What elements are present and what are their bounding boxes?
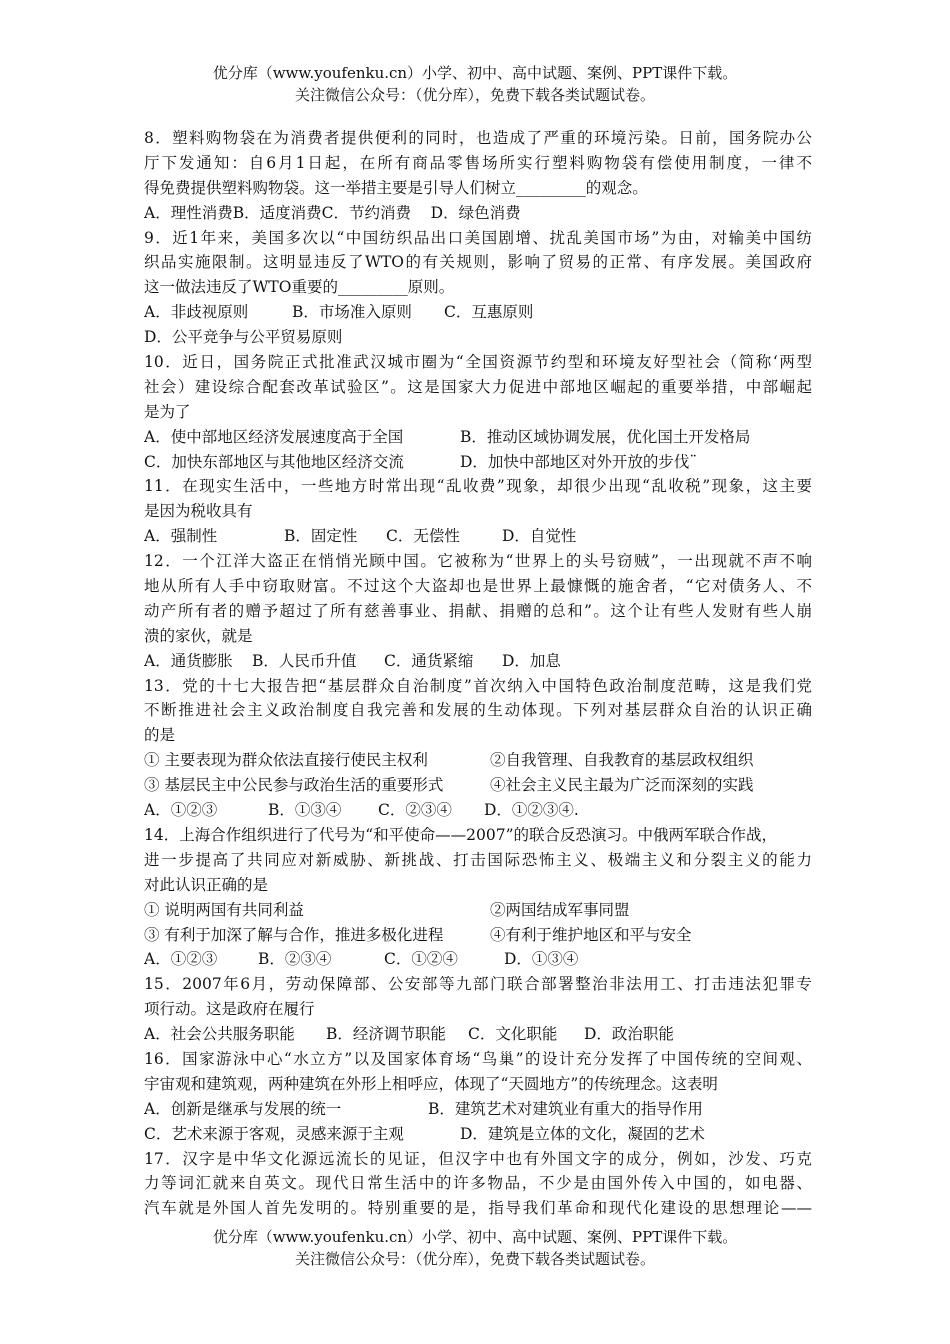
question-10-line-3: 是为了 <box>144 402 191 421</box>
option-b: B．人民币升值 <box>252 651 357 670</box>
option-b: B．①③④ <box>268 801 342 820</box>
question-11 <box>144 474 812 549</box>
question-9-line-1: 9．近1年来，美国多次以“中国纺织品出口美国剧增、扰乱美国市场”为由，对输美中国纺 <box>144 228 812 247</box>
statement-4: ④有利于维护地区和平与安全 <box>490 925 692 944</box>
statement-1: ① 说明两国有共同利益 <box>144 900 304 919</box>
question-17-line-3: 汽车就是外国人首先发明的。特别重要的是，指导我们革命和现代化建设的思想理论—— <box>144 1199 812 1218</box>
question-11-line-1: 11．在现实生活中，一些地方时常出现“乱收费”现象，却很少出现“乱收税”现象，这主要 <box>144 477 812 496</box>
option-d: D．①③④ <box>504 950 579 969</box>
question-10-options-row-1 <box>144 425 812 450</box>
question-12-line-2: 地从所有人手中窃取财富。不过这个大盗却也是世界上最慷慨的施舍者，“它对债务人、不 <box>144 577 812 596</box>
option-b: B．②③④ <box>258 950 332 969</box>
question-14-statements-row-1 <box>144 898 812 923</box>
question-13-options <box>144 798 812 823</box>
question-8-options: A．理性消费B．适度消费C．节约消费 D．绿色消费 <box>144 203 521 222</box>
question-17-line-1: 17．汉字是中华文化源远流长的见证，但汉字中也有外国文字的成分，例如，沙发、巧克 <box>144 1149 812 1168</box>
question-14-line-3: 对此认识正确的是 <box>144 875 269 894</box>
document-body <box>144 126 812 1221</box>
option-b: B．市场准入原则 <box>292 303 412 322</box>
question-13-line-1: 13．党的十七大报告把“基层群众自治制度”首次纳入中国特色政治制度范畴，这是我们党 <box>144 676 812 695</box>
option-c: C．文化职能 <box>468 1025 558 1044</box>
option-c: C．艺术来源于客观，灵感来源于主观 <box>144 1124 404 1143</box>
page-header <box>0 62 950 106</box>
option-c: C．无偿性 <box>386 527 460 546</box>
question-12-line-3: 动产所有者的赠予超过了所有慈善事业、捐献、捐赠的总和”。这个让有些人发财有些人崩 <box>144 601 812 620</box>
question-9-option-d: D．公平竞争与公平贸易原则 <box>144 328 343 347</box>
question-16-options-row-2 <box>144 1122 812 1147</box>
question-12-line-1: 12．一个江洋大盗正在悄悄光顾中国。它被称为“世界上的头号窃贼”，一出现就不声不响 <box>144 552 812 571</box>
question-9-line-2: 织品实施限制。这明显违反了WTO的有关规则，影响了贸易的正常、有序发展。美国政府 <box>144 253 812 272</box>
statement-2: ②两国结成军事同盟 <box>490 900 630 919</box>
question-13-statements-row-2 <box>144 773 812 798</box>
option-c: C．加快东部地区与其他地区经济交流 <box>144 452 404 471</box>
question-17 <box>144 1147 812 1222</box>
option-a: A．通货膨胀 <box>144 651 233 670</box>
question-13-line-3: 的是 <box>144 726 176 745</box>
option-c: C．互惠原则 <box>444 303 534 322</box>
option-a: A．①②③ <box>144 950 218 969</box>
question-12 <box>144 549 812 673</box>
question-10 <box>144 350 812 474</box>
statement-1: ① 主要表现为群众依法直接行使民主权利 <box>144 751 428 770</box>
footer-line-1: 优分库（www.youfenku.cn）小学、初中、高中试题、案例、PPT课件下载。 <box>212 1228 738 1246</box>
page-footer <box>0 1226 950 1270</box>
question-12-line-4: 溃的家伙，就是 <box>144 626 253 645</box>
question-8 <box>144 126 812 226</box>
statement-3: ③ 基层民主中公民参与政治生活的重要形式 <box>144 776 444 795</box>
option-d: D．自觉性 <box>502 527 577 546</box>
option-a: A．强制性 <box>144 527 218 546</box>
question-16-line-2: 宇宙观和建筑观，两种建筑在外形上相呼应，体现了“天圆地方”的传统理念。这表明 <box>144 1074 718 1093</box>
option-b: B．建筑艺术对建筑业有重大的指导作用 <box>428 1099 703 1118</box>
question-9 <box>144 226 812 350</box>
question-8-line-1: 8．塑料购物袋在为消费者提供便利的同时，也造成了严重的环境污染。日前，国务院办公 <box>144 129 812 147</box>
question-15-line-2: 项行动。这是政府在履行 <box>144 1000 315 1019</box>
question-9-line-3: 这一做法违反了WTO重要的_________原则。 <box>144 278 455 297</box>
option-c: C．①②④ <box>384 950 458 969</box>
question-16-line-1: 16．国家游泳中心“水立方”以及国家体育场“鸟巢”的设计充分发挥了中国传统的空间观、 <box>144 1049 812 1068</box>
question-8-line-3: 得免费提供塑料购物袋。这一举措主要是引导人们树立_________的观念。 <box>144 178 648 197</box>
statement-4: ④社会主义民主最为广泛而深刻的实践 <box>490 776 754 795</box>
question-14-options <box>144 947 812 972</box>
option-d: D．建筑是立体的文化，凝固的艺术 <box>460 1124 705 1143</box>
header-line-1: 优分库（www.youfenku.cn）小学、初中、高中试题、案例、PPT课件下载。 <box>212 64 738 82</box>
question-10-line-1: 10．近日，国务院正式批准武汉城市圈为“全国资源节约型和环境友好型社会（简称‘两型 <box>144 353 812 372</box>
question-13-line-2: 不断推进社会主义政治制度自我完善和发展的生动体现。下列对基层群众自治的认识正确 <box>144 701 812 720</box>
question-15-line-1: 15．2007年6月，劳动保障部、公安部等九部门联合部署整治非法用工、打击违法犯罪专 <box>144 975 812 994</box>
statement-3: ③ 有利于加深了解与合作，推进多极化进程 <box>144 925 444 944</box>
option-d: D．政治职能 <box>584 1025 674 1044</box>
option-a: A．社会公共服务职能 <box>144 1025 295 1044</box>
question-9-options-row-1 <box>144 300 812 325</box>
option-d: D．①②③④. <box>484 801 579 820</box>
header-line-2: 关注微信公众号：（优分库），免费下载各类试题试卷。 <box>294 86 655 104</box>
question-8-line-2: 厅下发通知：自6月1日起，在所有商品零售场所实行塑料购物袋有偿使用制度，一律不 <box>144 153 812 172</box>
option-a: A．非歧视原则 <box>144 303 249 322</box>
question-12-options <box>144 649 812 674</box>
question-14-line-1: 14．上海合作组织进行了代号为“和平使命——2007”的联合反恐演习。中俄两军联合作战， <box>144 825 778 844</box>
question-14-line-2: 进一步提高了共同应对新威胁、新挑战、打击国际恐怖主义、极端主义和分裂主义的能力 <box>144 850 812 869</box>
question-14 <box>144 823 812 972</box>
option-a: A．使中部地区经济发展速度高于全国 <box>144 427 404 446</box>
question-13 <box>144 674 812 823</box>
question-11-line-2: 是因为税收具有 <box>144 502 253 521</box>
question-15 <box>144 972 812 1047</box>
statement-2: ②自我管理、自我教育的基层政权组织 <box>490 751 754 770</box>
question-14-statements-row-2 <box>144 923 812 948</box>
option-a: A．①②③ <box>144 801 218 820</box>
option-a: A．创新是继承与发展的统一 <box>144 1099 342 1118</box>
question-17-line-2: 力等词汇就来自英文。现代日常生活中的许多物品，不少是由国外传入中国的，如电器、 <box>144 1174 812 1193</box>
footer-line-2: 关注微信公众号：（优分库），免费下载各类试题试卷。 <box>294 1250 655 1268</box>
question-16-options-row-1 <box>144 1097 812 1122</box>
option-b: B．经济调节职能 <box>326 1025 446 1044</box>
question-10-options-row-2 <box>144 450 812 475</box>
option-b: B．推动区域协调发展，优化国土开发格局 <box>460 427 751 446</box>
option-c: C．通货紧缩 <box>384 651 474 670</box>
question-16 <box>144 1047 812 1147</box>
option-c: C．②③④ <box>378 801 452 820</box>
question-13-statements-row-1 <box>144 748 812 773</box>
question-10-line-2: 社会）建设综合配套改革试验区”。这是国家大力促进中部地区崛起的重要举措，中部崛起 <box>144 377 812 396</box>
option-d: D．加快中部地区对外开放的步伐¨ <box>460 452 698 471</box>
question-15-options <box>144 1022 812 1047</box>
option-d: D．加息 <box>502 651 561 670</box>
option-b: B．固定性 <box>284 527 358 546</box>
question-11-options <box>144 524 812 549</box>
